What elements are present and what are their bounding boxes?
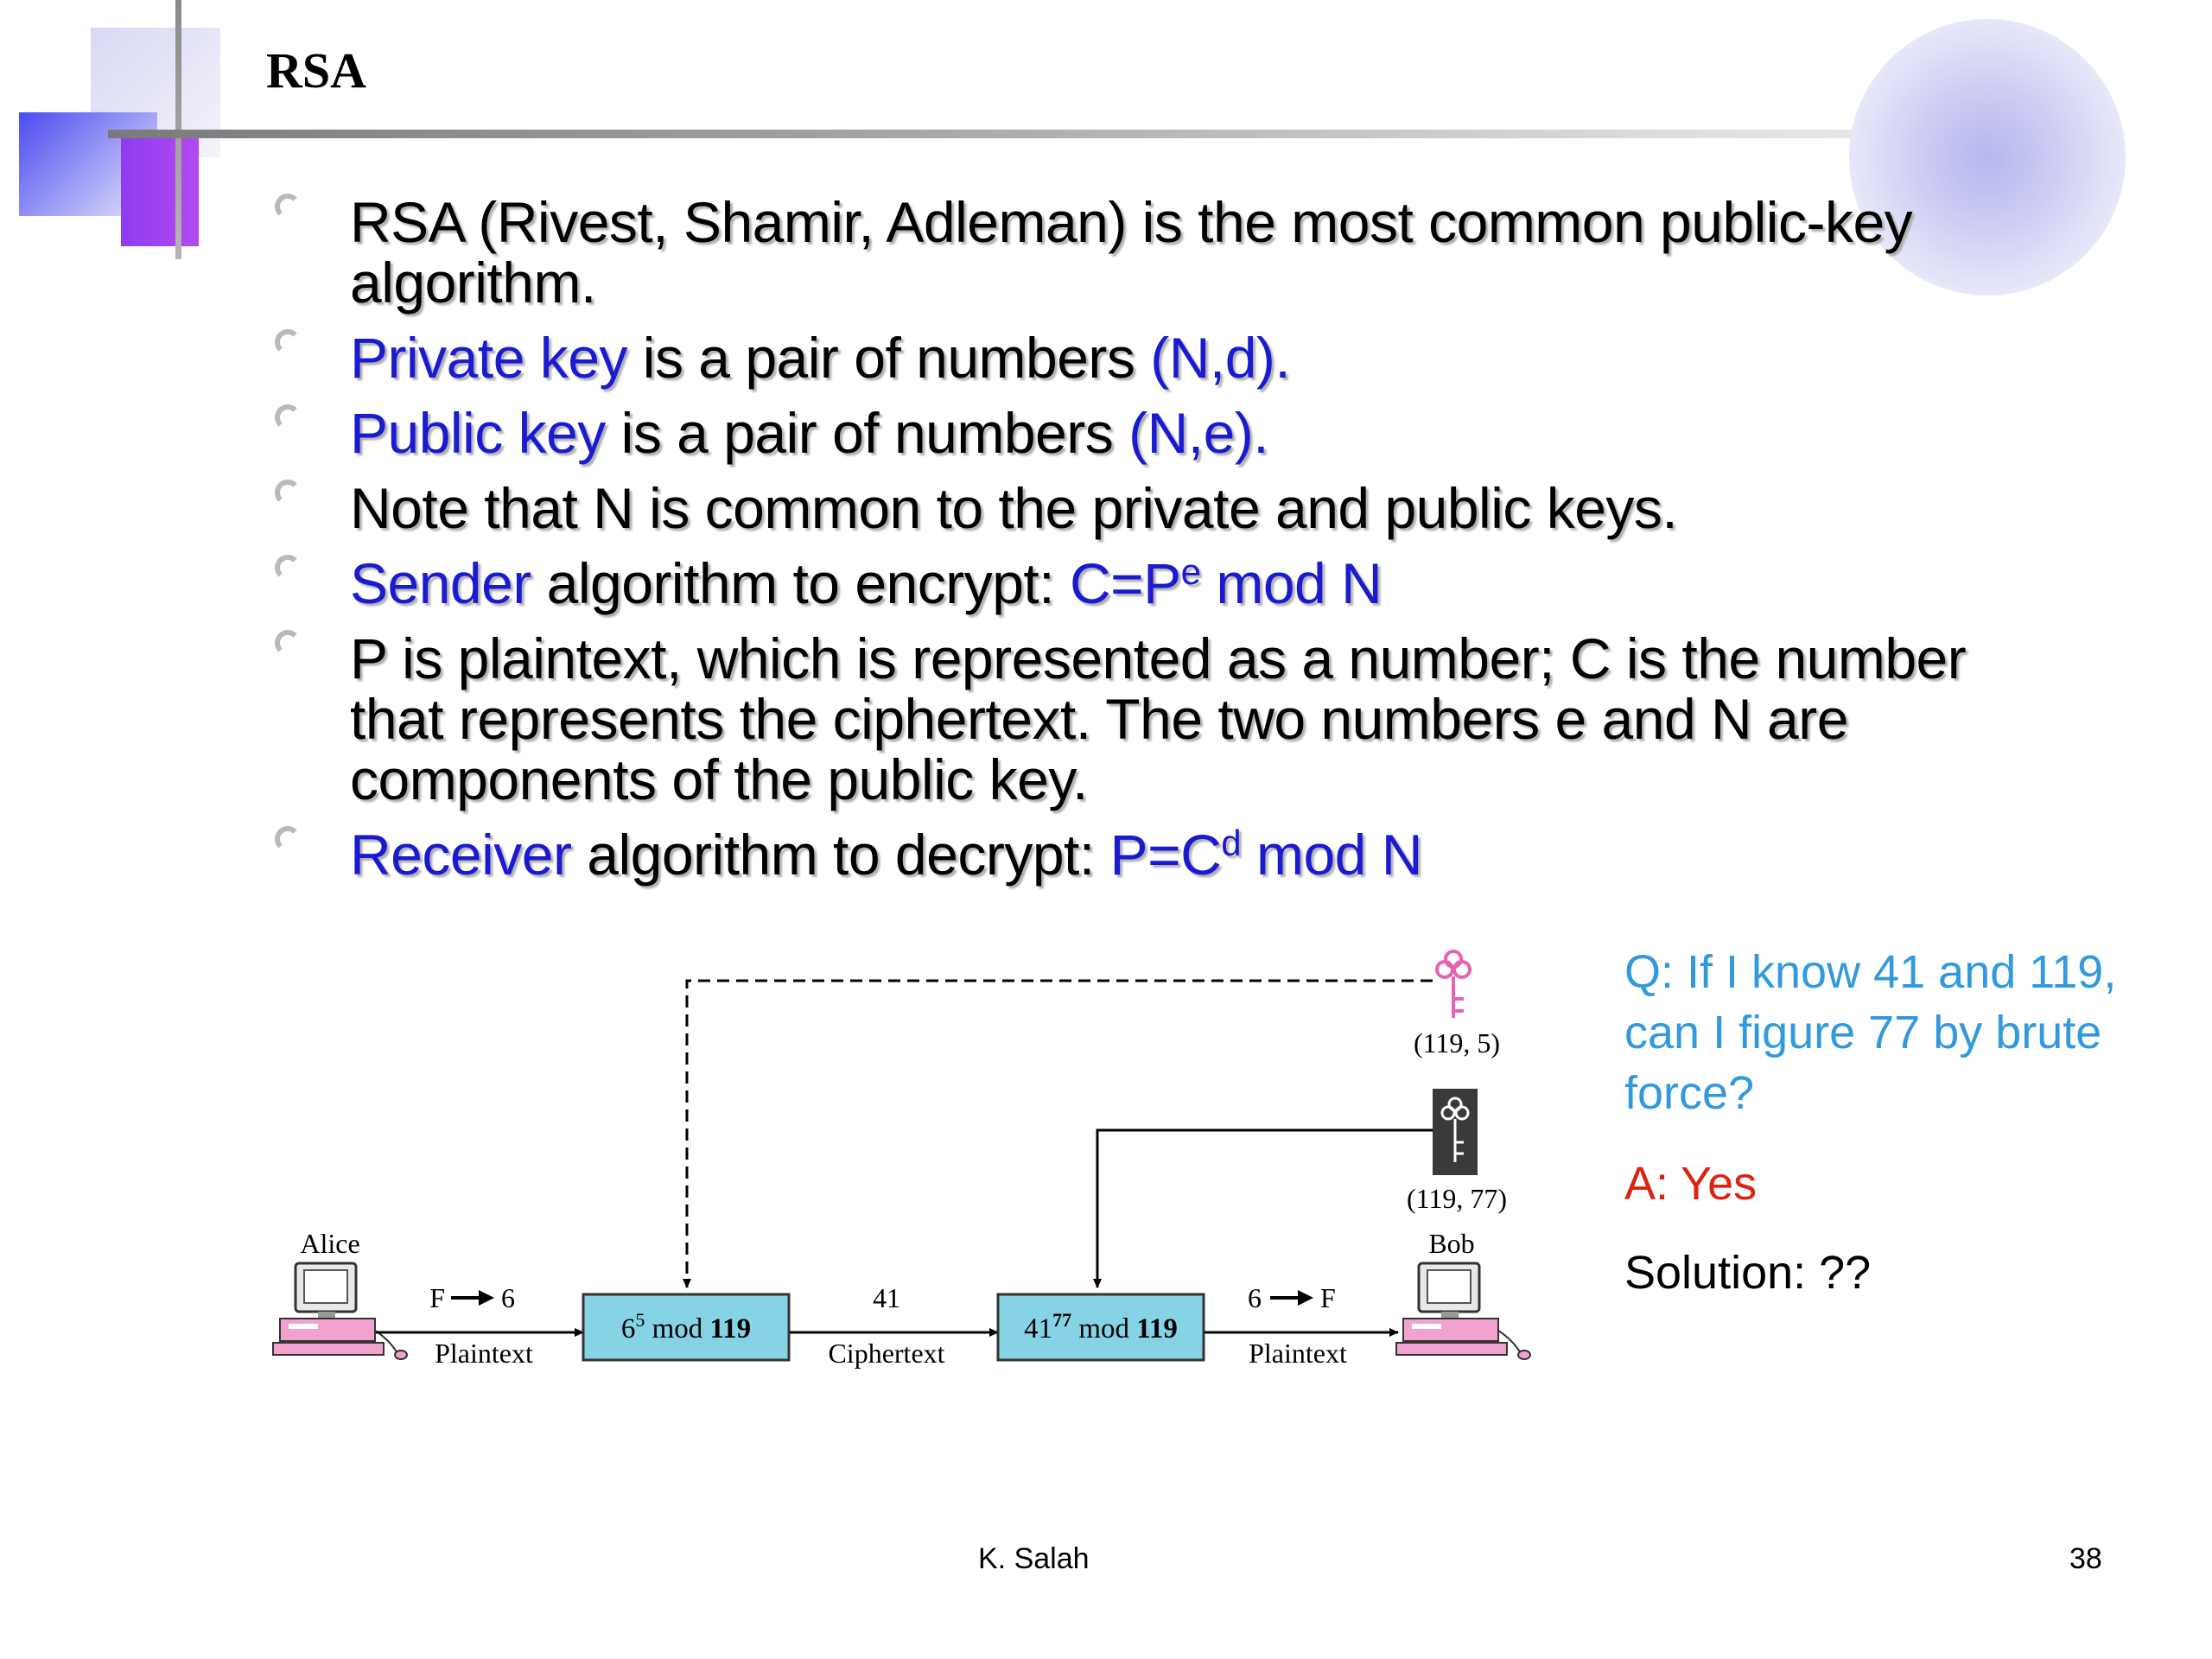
bullet-circle-icon — [275, 329, 301, 355]
bullet-text: P is plaintext, which is represented as a number; C is the number that represents the ciphertext. The two numbers e and N are components of the public key. — [350, 626, 1967, 811]
footer-author: K. Salah — [978, 1542, 1090, 1575]
bob-computer-icon — [1396, 1263, 1530, 1359]
solution-text: Solution: ?? — [1624, 1247, 1872, 1299]
bullet-circle-icon — [275, 194, 301, 219]
term-public-key: Public key — [350, 401, 606, 465]
ciphertext-value: 41 — [873, 1282, 900, 1313]
private-key-line — [1097, 1130, 1433, 1287]
right-map-arrowhead-icon — [1298, 1290, 1313, 1306]
bullet-text: RSA (Rivest, Shamir, Adleman) is the most common public-key algorithm. — [350, 190, 1913, 315]
bullet-circle-icon — [275, 480, 301, 505]
title-underline — [108, 130, 2121, 138]
alice-computer-icon — [273, 1263, 407, 1359]
bullet-list — [268, 192, 1996, 899]
bullet-item — [268, 553, 1996, 613]
decorative-square-violet — [121, 134, 199, 246]
question-text: Q: If I know 41 and 119, can I figure 77 by brute force? — [1624, 946, 2117, 1119]
bullet-text: Note that N is common to the private and public keys. — [350, 476, 1678, 540]
ciphertext-label: Ciphertext — [828, 1338, 945, 1369]
right-map-from: 6 — [1248, 1282, 1262, 1313]
page-number: 38 — [2069, 1542, 2102, 1575]
bullet-text: algorithm to decrypt: — [571, 823, 1110, 887]
decrypt-box-text: $41^{77}$ mod 119 — [1024, 1309, 1178, 1344]
bullet-item — [268, 327, 1996, 388]
bullet-item — [268, 478, 1996, 538]
bullet-circle-icon — [275, 555, 301, 581]
public-key-pair: (N,e). — [1128, 401, 1269, 465]
encrypt-formula: $C=P^e$ mod N — [1069, 551, 1382, 615]
public-key-dashed-line — [687, 981, 1433, 1287]
public-key-label: (119, 5) — [1413, 1027, 1501, 1058]
term-sender: Sender — [350, 551, 531, 615]
bob-label: Bob — [1428, 1228, 1475, 1259]
private-key-icon — [1433, 1089, 1478, 1175]
decrypt-formula: $P=C^d$ mod N — [1109, 823, 1422, 887]
left-map-from: F — [429, 1282, 445, 1313]
bullet-item — [268, 628, 1996, 810]
left-map-arrowhead-icon — [479, 1290, 494, 1306]
answer-text: A: Yes — [1624, 1158, 1758, 1210]
term-receiver: Receiver — [350, 823, 572, 887]
bullet-circle-icon — [275, 404, 301, 430]
right-map-to: F — [1320, 1282, 1336, 1313]
private-key-label: (119, 77) — [1406, 1183, 1508, 1214]
bullet-circle-icon — [275, 826, 301, 852]
bullet-circle-icon — [275, 630, 301, 656]
alice-label: Alice — [300, 1228, 360, 1259]
left-map-to: 6 — [501, 1282, 515, 1313]
bullet-item — [268, 192, 1996, 313]
term-private-key: Private key — [350, 326, 627, 390]
right-plaintext-label: Plaintext — [1249, 1338, 1347, 1369]
bullet-item — [268, 824, 1996, 885]
encrypt-box-text: $6^5$ mod 119 — [620, 1309, 752, 1344]
left-plaintext-label: Plaintext — [435, 1338, 533, 1369]
bullet-text: is a pair of numbers — [626, 326, 1151, 390]
private-key-pair: (N,d). — [1150, 326, 1291, 390]
rsa-diagram — [268, 933, 1564, 1400]
bullet-text: is a pair of numbers — [605, 401, 1129, 465]
slide-title: RSA — [266, 42, 367, 99]
bullet-text: algorithm to encrypt: — [531, 551, 1070, 615]
public-key-icon — [1437, 951, 1470, 1018]
bullet-item — [268, 403, 1996, 463]
